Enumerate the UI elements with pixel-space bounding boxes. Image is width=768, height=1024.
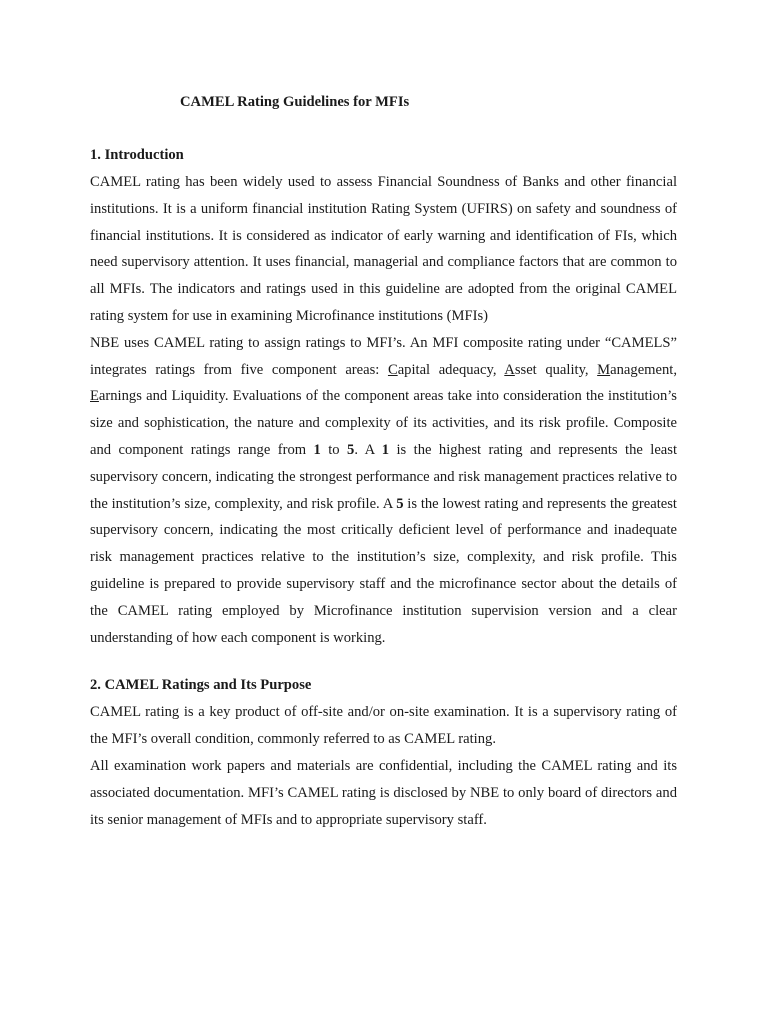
- p2-text: NBE uses CAMEL rating to assign ratings to MFI’s. An MFI composite rating under “CAMELS” integrates ratings from five component areas:: [90, 334, 677, 378]
- p2-text: arnings and Liquidity. Evaluations of the component areas take into consideration the institution’s size and sophistication, the nature and complexity of its activities, and its risk profile. Composite and component ratings range from: [90, 388, 677, 458]
- p2-text: is the highest rating and represents the least supervisory concern, indicating the strongest performance and risk management practices relative to the institution’s size, complexity, and risk profile. A: [90, 441, 678, 512]
- rating-highest: 1: [381, 441, 390, 458]
- earnings-initial: E: [90, 388, 99, 405]
- section-heading-introduction: 1. Introduction: [90, 147, 184, 163]
- rating-min: 1: [313, 441, 321, 458]
- intro-paragraph-1: CAMEL rating has been widely used to assess Financial Soundness of Banks and other financial institutions. It is a uniform financial institution Rating System (UFIRS) on safety and soundness of financial institutions. It is considered as indicator of early warning and identification of FIs, which need supervisory attention. It uses financial, managerial and compliance factors that are common to all MFIs. The indicators and ratings used in this guideline are adopted from the original CAMEL rating system for use in examining Microfinance institutions (MFIs): [90, 174, 677, 324]
- p2-text: apital adequacy,: [397, 361, 505, 378]
- p2-text: sset quality,: [514, 361, 598, 378]
- capital-initial: C: [387, 361, 398, 378]
- intro-paragraph-2: [90, 330, 677, 652]
- p2-text: . A: [354, 441, 382, 458]
- p2-text: to: [320, 441, 348, 458]
- document-title: CAMEL Rating Guidelines for MFIs: [180, 94, 410, 110]
- p2-text: is the lowest rating and represents the greatest supervisory concern, indicating the most critically deficient level of performance and inadequate risk management practices relative to the institution’s size, complexity, and risk profile. This guideline is prepared to provide supervisory staff and the microfinance sector about the details of the CAMEL rating employed by Microfinance institution supervision version and a clear understanding of how each component is working.: [90, 495, 677, 646]
- purpose-paragraph-1: CAMEL rating is a key product of off-site and/or on-site examination. It is a supervisory rating of the MFI’s overall condition, commonly referred to as CAMEL rating.: [90, 704, 677, 748]
- p2-text: anagement,: [610, 361, 677, 378]
- management-initial: M: [597, 361, 611, 378]
- asset-initial: A: [504, 361, 515, 378]
- rating-max: 5: [347, 441, 355, 458]
- rating-lowest: 5: [396, 495, 404, 512]
- section-heading-purpose: 2. CAMEL Ratings and Its Purpose: [90, 677, 312, 694]
- purpose-paragraph-2: All examination work papers and materials are confidential, including the CAMEL rating and its associated documentation. MFI’s CAMEL rating is disclosed by NBE to only board of directors and its senior management of MFIs and to appropriate supervisory staff.: [90, 757, 677, 828]
